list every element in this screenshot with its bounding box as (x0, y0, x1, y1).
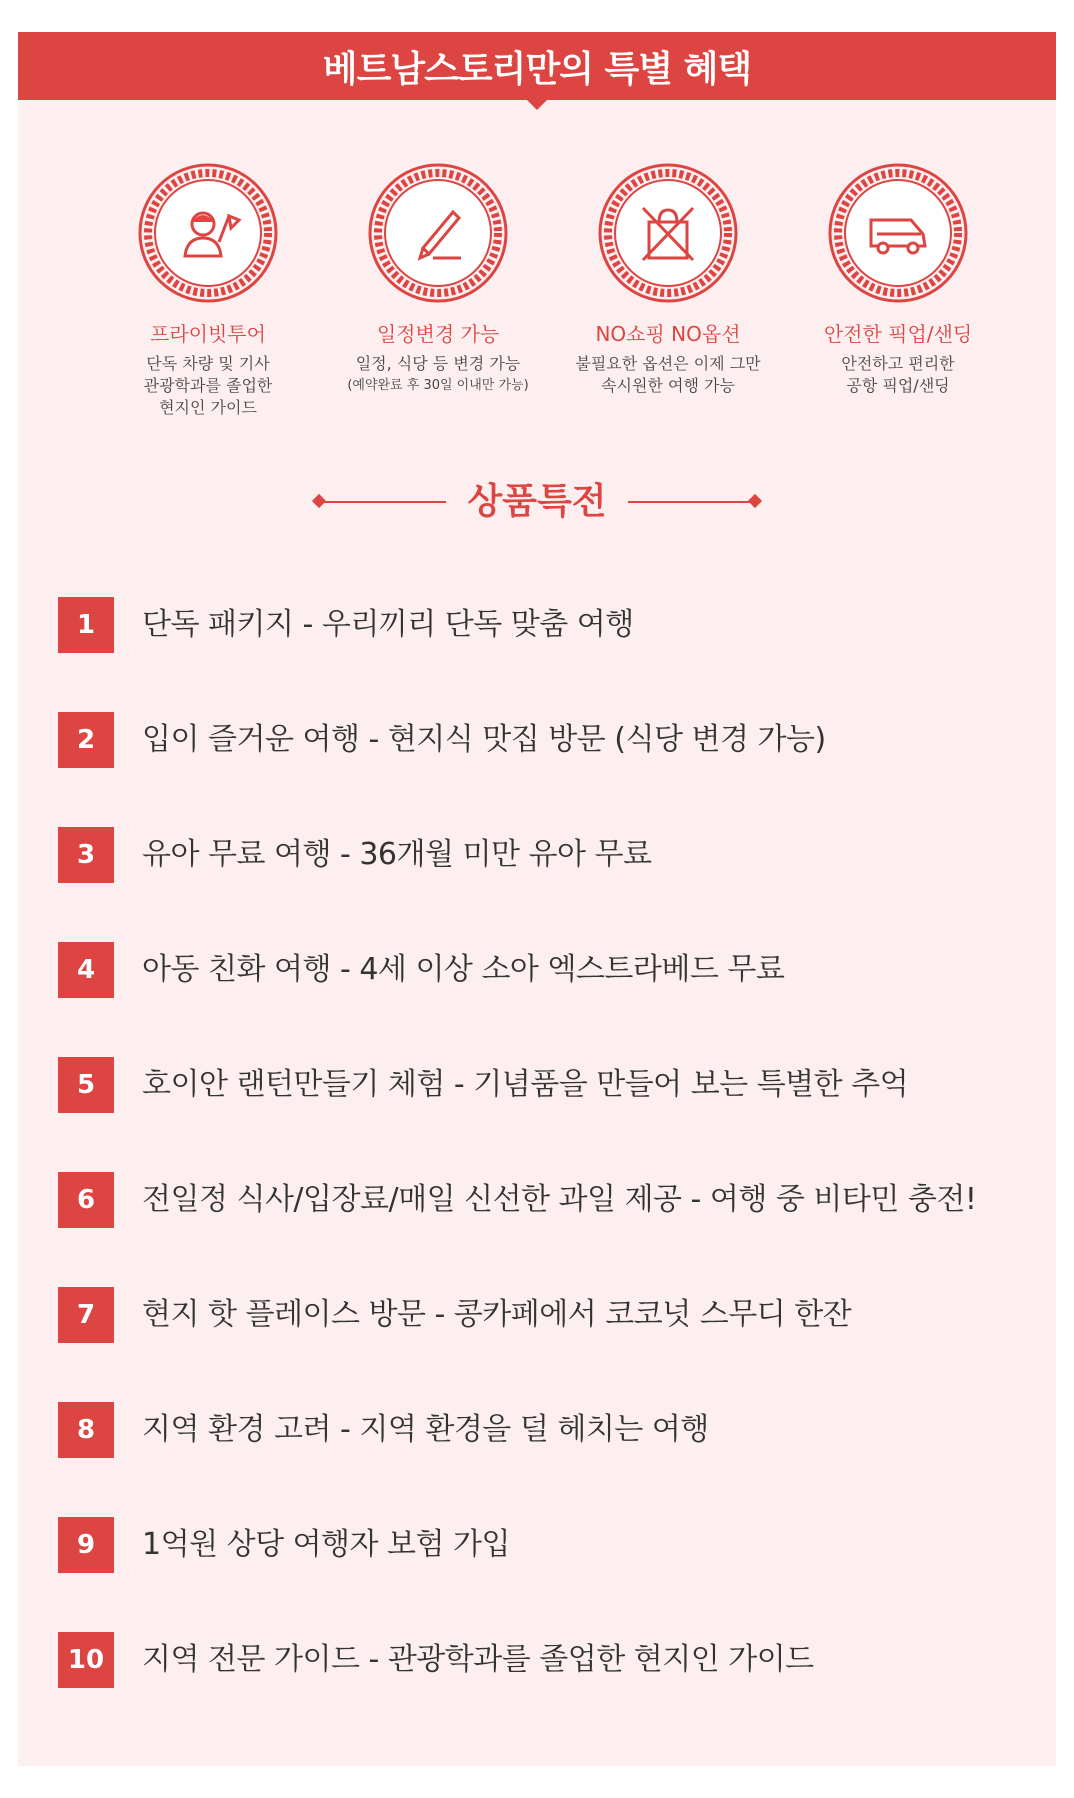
badge-ring (597, 162, 739, 304)
list-item (58, 597, 1038, 653)
benefits-row (18, 162, 1056, 442)
benefit-desc-line: 속시원한 여행 가능 (601, 376, 735, 395)
badge-ring (367, 162, 509, 304)
list-item (58, 1287, 1038, 1343)
item-number-badge: 7 (58, 1287, 114, 1343)
benefit-note: (예약완료 후 30일 이내만 가능) (347, 378, 529, 393)
right-divider-line (628, 501, 754, 503)
header-title: 베트남스토리만의 특별 혜택 (322, 48, 752, 90)
item-number-badge: 10 (58, 1632, 114, 1688)
benefit-pickup (783, 162, 1013, 397)
item-text: 전일정 식사/입장료/매일 신선한 과일 제공 - 여행 중 비타민 충전! (142, 1182, 977, 1217)
benefit-title: NO쇼핑 NO옵션 (595, 322, 741, 346)
benefit-desc-line: 단독 차량 및 기사 (146, 354, 270, 373)
list-item (58, 1402, 1038, 1458)
badge-ring (827, 162, 969, 304)
item-text: 호이안 랜턴만들기 체험 - 기념품을 만들어 보는 특별한 추억 (142, 1067, 909, 1102)
item-number-badge: 2 (58, 712, 114, 768)
list-item (58, 712, 1038, 768)
no-shopping-bag-icon (633, 198, 703, 268)
benefit-title: 프라이빗투어 (150, 322, 266, 346)
item-number-badge: 4 (58, 942, 114, 998)
item-text: 지역 전문 가이드 - 관광학과를 졸업한 현지인 가이드 (142, 1642, 814, 1677)
benefit-desc (553, 353, 783, 397)
benefit-no-shopping (553, 162, 783, 397)
benefit-desc-line: 일정, 식당 등 변경 가능 (355, 354, 521, 373)
item-number-badge: 8 (58, 1402, 114, 1458)
benefit-title: 안전한 픽업/샌딩 (823, 322, 973, 346)
header-banner (18, 32, 1056, 100)
section-header (18, 472, 1056, 532)
item-text: 유아 무료 여행 - 36개월 미만 유아 무료 (142, 837, 652, 872)
item-text: 현지 핫 플레이스 방문 - 콩카페에서 코코넛 스무디 한잔 (142, 1297, 852, 1332)
benefit-desc (783, 353, 1013, 397)
van-icon (863, 198, 933, 268)
pen-icon (403, 198, 473, 268)
banner-notch (527, 100, 547, 110)
item-text: 지역 환경 고려 - 지역 환경을 덜 헤치는 여행 (142, 1412, 709, 1447)
list-item (58, 827, 1038, 883)
benefit-desc-line: 불필요한 옵션은 이제 그만 (575, 354, 761, 373)
list-item (58, 1632, 1038, 1688)
benefit-desc-line: 안전하고 편리한 (841, 354, 955, 373)
benefit-private-tour (93, 162, 323, 419)
item-number-badge: 3 (58, 827, 114, 883)
list-item (58, 942, 1038, 998)
benefit-desc-line: 현지인 가이드 (159, 398, 257, 417)
item-number-badge: 5 (58, 1057, 114, 1113)
benefits-panel (18, 32, 1056, 1766)
item-number-badge: 9 (58, 1517, 114, 1573)
benefit-desc-line: 관광학과를 졸업한 (143, 376, 273, 395)
item-text: 입이 즐거운 여행 - 현지식 맛집 방문 (식당 변경 가능) (142, 722, 826, 757)
item-number-badge: 1 (58, 597, 114, 653)
item-text: 1억원 상당 여행자 보험 가입 (142, 1527, 511, 1562)
benefit-desc-line: 공항 픽업/샌딩 (846, 376, 950, 395)
item-text: 아동 친화 여행 - 4세 이상 소아 엑스트라베드 무료 (142, 952, 785, 987)
item-number-badge: 6 (58, 1172, 114, 1228)
item-text: 단독 패키지 - 우리끼리 단독 맞춤 여행 (142, 607, 634, 642)
benefit-desc (93, 353, 323, 419)
list-item (58, 1172, 1038, 1228)
benefit-title: 일정변경 가능 (376, 322, 500, 346)
list-item (58, 1057, 1038, 1113)
section-title: 상품특전 (467, 481, 607, 522)
badge-ring (137, 162, 279, 304)
list-item (58, 1517, 1038, 1573)
benefit-schedule-change (323, 162, 553, 397)
guide-person-flag-icon (173, 198, 243, 268)
benefit-desc (323, 353, 553, 397)
